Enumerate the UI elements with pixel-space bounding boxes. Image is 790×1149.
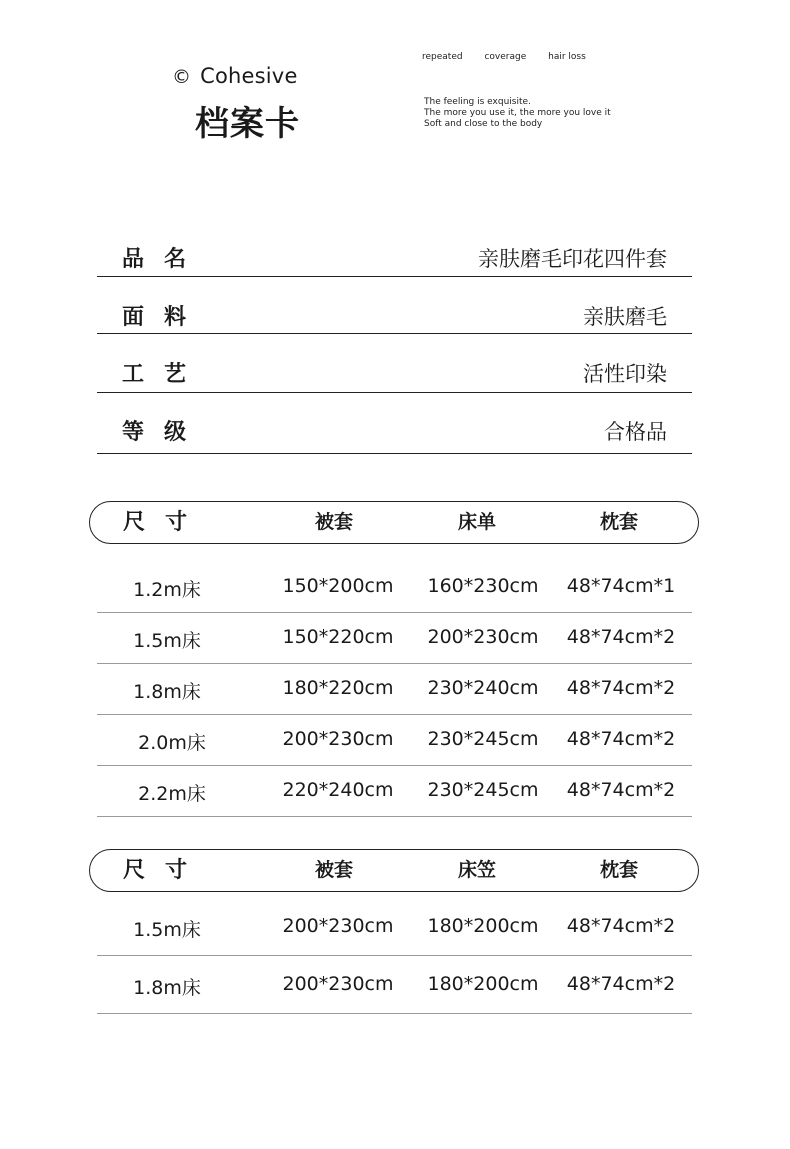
table-row bbox=[97, 664, 692, 715]
info-label: 品名 bbox=[122, 247, 207, 272]
header-bed-sheet: 床单 bbox=[457, 511, 496, 533]
info-row-name bbox=[97, 230, 692, 277]
header-size: 尺寸 bbox=[123, 858, 208, 883]
cell-bed-sheet: 230*245cm bbox=[427, 779, 539, 801]
info-label: 面料 bbox=[122, 305, 207, 330]
card-title: 档案卡 bbox=[195, 104, 300, 144]
info-row-craft bbox=[97, 334, 692, 393]
cell-fitted-sheet: 180*200cm bbox=[427, 915, 539, 937]
cell-duvet-cover: 150*200cm bbox=[282, 575, 394, 597]
tag-item: hair loss bbox=[548, 52, 586, 62]
cell-bed-sheet: 230*240cm bbox=[427, 677, 539, 699]
cell-bed-sheet: 230*245cm bbox=[427, 728, 539, 750]
table-row bbox=[97, 562, 692, 613]
cell-duvet-cover: 180*220cm bbox=[282, 677, 394, 699]
tag-item: repeated bbox=[422, 52, 463, 62]
table-row bbox=[97, 715, 692, 766]
cell-pillowcase: 48*74cm*2 bbox=[566, 626, 676, 648]
cell-bed-size: 1.8m床 bbox=[133, 681, 201, 703]
tag-item: coverage bbox=[484, 52, 527, 62]
cell-duvet-cover: 220*240cm bbox=[282, 779, 394, 801]
cell-bed-size: 2.2m床 bbox=[138, 783, 206, 805]
cell-bed-size: 1.5m床 bbox=[133, 630, 201, 652]
info-value: 活性印染 bbox=[583, 362, 667, 386]
cell-duvet-cover: 200*230cm bbox=[282, 973, 394, 995]
header-pillowcase: 枕套 bbox=[599, 511, 638, 533]
cell-pillowcase: 48*74cm*1 bbox=[566, 575, 676, 597]
info-row-fabric bbox=[97, 277, 692, 334]
brand-logo bbox=[172, 64, 298, 88]
table-row bbox=[97, 956, 692, 1014]
header-pillowcase: 枕套 bbox=[599, 859, 638, 881]
info-value: 亲肤磨毛 bbox=[583, 305, 667, 329]
cell-bed-sheet: 160*230cm bbox=[427, 575, 539, 597]
cell-pillowcase: 48*74cm*2 bbox=[566, 779, 676, 801]
table-row bbox=[97, 613, 692, 664]
tagline-line: The more you use it, the more you love it bbox=[424, 108, 611, 118]
tagline bbox=[424, 97, 611, 130]
info-row-grade bbox=[97, 393, 692, 454]
tagline-line: Soft and close to the body bbox=[424, 119, 543, 129]
brand-name: Cohesive bbox=[200, 64, 298, 88]
header-size: 尺寸 bbox=[123, 510, 208, 535]
cell-duvet-cover: 150*220cm bbox=[282, 626, 394, 648]
size-table-header bbox=[89, 849, 699, 892]
table-row bbox=[97, 898, 692, 956]
cell-bed-size: 1.2m床 bbox=[133, 579, 201, 601]
cell-pillowcase: 48*74cm*2 bbox=[566, 728, 676, 750]
cell-pillowcase: 48*74cm*2 bbox=[566, 915, 676, 937]
info-value: 合格品 bbox=[604, 420, 667, 444]
header-fitted-sheet: 床笠 bbox=[457, 859, 496, 881]
cell-fitted-sheet: 180*200cm bbox=[427, 973, 539, 995]
header-duvet-cover: 被套 bbox=[314, 859, 353, 881]
cell-bed-size: 1.8m床 bbox=[133, 977, 201, 999]
table-row bbox=[97, 766, 692, 817]
cell-bed-sheet: 200*230cm bbox=[427, 626, 539, 648]
size-table-header bbox=[89, 501, 699, 544]
cell-pillowcase: 48*74cm*2 bbox=[566, 973, 676, 995]
info-value: 亲肤磨毛印花四件套 bbox=[478, 247, 667, 271]
tagline-line: The feeling is exquisite. bbox=[424, 97, 531, 107]
tag-list bbox=[422, 52, 605, 62]
cell-bed-size: 2.0m床 bbox=[138, 732, 206, 754]
header-duvet-cover: 被套 bbox=[314, 511, 353, 533]
copyright-icon: © bbox=[172, 66, 192, 88]
cell-pillowcase: 48*74cm*2 bbox=[566, 677, 676, 699]
cell-duvet-cover: 200*230cm bbox=[282, 728, 394, 750]
info-label: 工艺 bbox=[122, 362, 207, 387]
cell-bed-size: 1.5m床 bbox=[133, 919, 201, 941]
cell-duvet-cover: 200*230cm bbox=[282, 915, 394, 937]
info-label: 等级 bbox=[122, 420, 207, 445]
